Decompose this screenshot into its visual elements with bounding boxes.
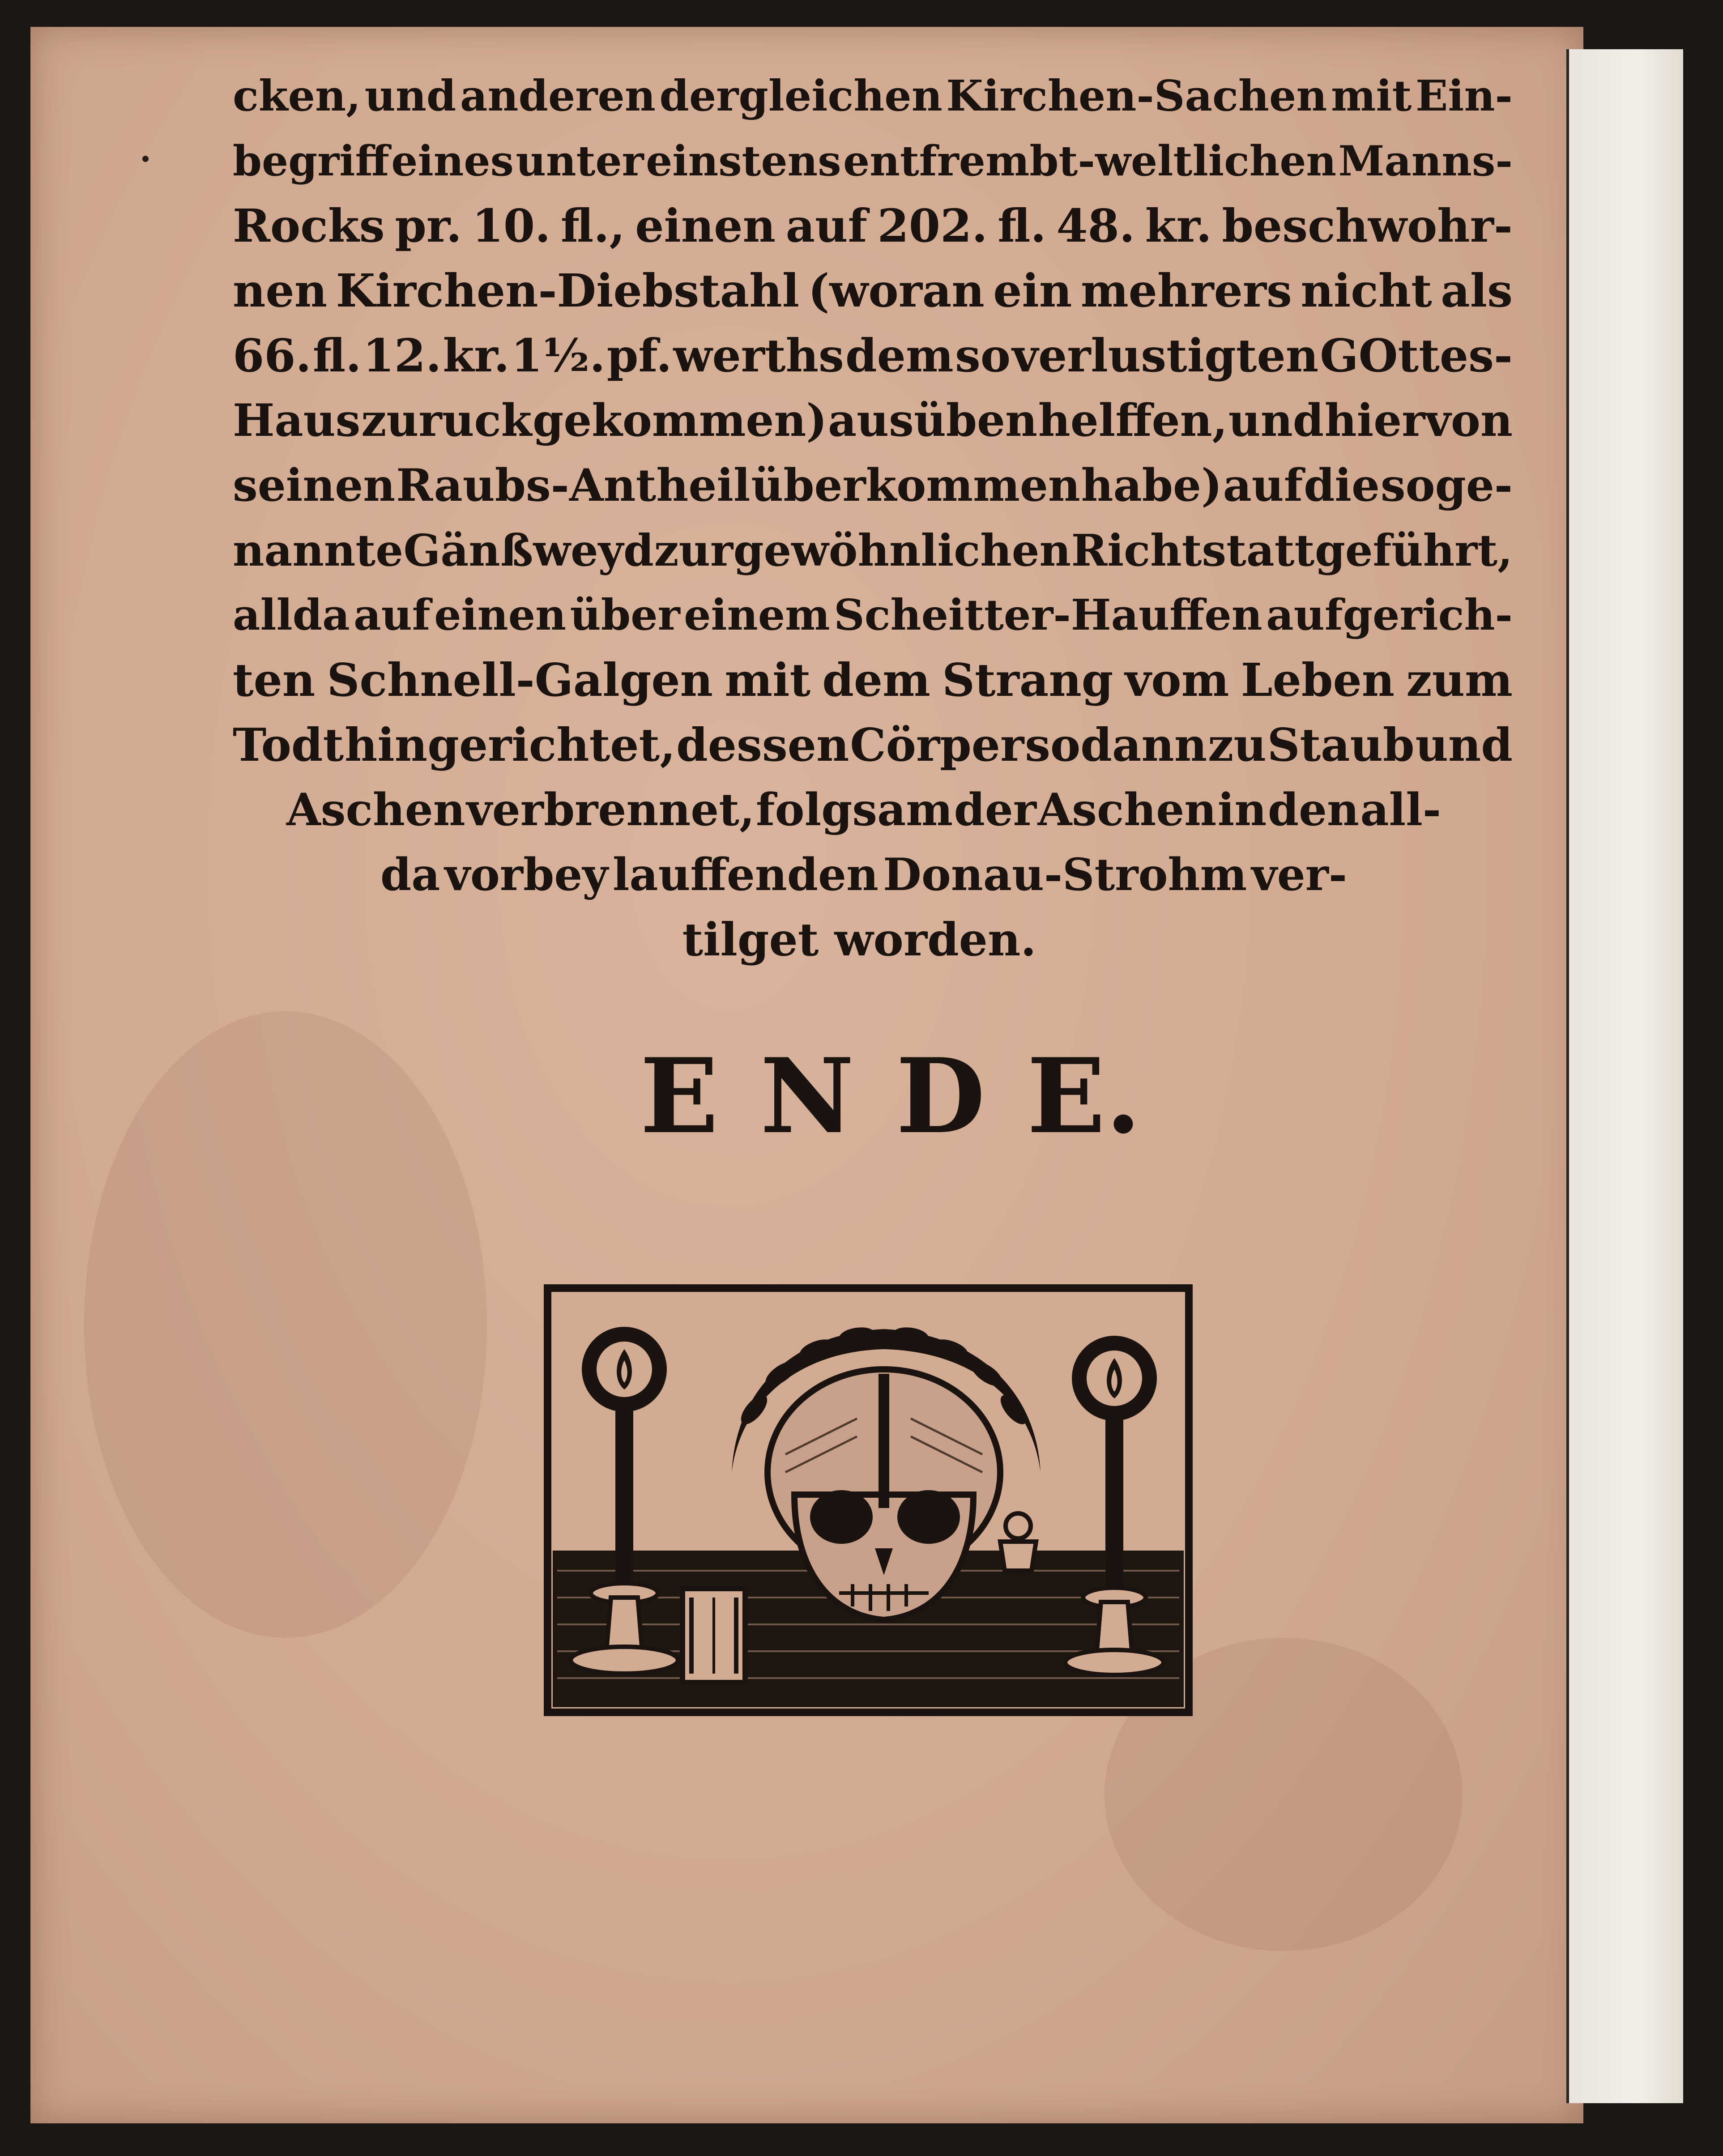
word: einen	[434, 590, 567, 640]
word: dergleichen	[659, 71, 943, 121]
word: Kirchen-Diebstahl	[336, 264, 800, 317]
word: 66.	[233, 329, 311, 382]
word: einstens	[646, 136, 841, 185]
word: geführt,	[1314, 525, 1513, 576]
word: einen	[635, 199, 776, 252]
word: helffen,	[1038, 395, 1228, 447]
small-vessel	[1000, 1513, 1036, 1571]
word: Kirchen-Sachen	[946, 71, 1327, 121]
word: zur	[654, 525, 734, 576]
text-line	[380, 844, 1347, 906]
text-line	[233, 130, 1513, 192]
word: Haus	[233, 395, 361, 447]
word: beschwohr-	[1222, 199, 1513, 252]
word: werths	[673, 329, 844, 382]
word: dem	[822, 653, 930, 707]
word: verlustigten	[1012, 329, 1319, 382]
word: Todt	[233, 718, 344, 771]
word: Cörper	[850, 718, 1024, 771]
word: Richtstatt	[1071, 525, 1315, 576]
word: Rocks	[233, 199, 385, 252]
word: begriff	[233, 136, 389, 185]
word: verbrennet,	[466, 784, 755, 836]
word: hingerichtet,	[345, 718, 676, 771]
word: und	[364, 71, 456, 121]
word: die	[1304, 460, 1380, 511]
word: überkommen	[751, 460, 1080, 511]
word: ein	[993, 264, 1072, 317]
word: pr.	[395, 199, 462, 252]
word: auf	[1223, 460, 1303, 511]
text-line	[233, 389, 1513, 452]
word: Schnell-Galgen	[327, 653, 713, 707]
body-text	[0, 0, 1723, 984]
word: 10.	[472, 199, 551, 252]
word: Ein-	[1415, 71, 1513, 121]
word: einem	[684, 590, 830, 640]
word: zum	[1406, 653, 1513, 707]
word: vom	[1125, 653, 1229, 707]
word: Gänßweyd	[403, 525, 654, 576]
word: den	[1267, 784, 1359, 836]
word: kr.	[443, 329, 510, 382]
word: pf.	[606, 329, 672, 382]
word: mehrers	[1080, 264, 1292, 317]
text-line	[233, 454, 1513, 517]
word: ten	[233, 653, 316, 707]
word: hiervon	[1324, 395, 1513, 447]
word: sodann	[1025, 718, 1207, 771]
text-line	[233, 260, 1513, 322]
word: 12.	[363, 329, 442, 382]
word: auf	[785, 199, 867, 252]
text-line	[233, 714, 1513, 776]
text-line	[233, 195, 1513, 257]
word: soge-	[1380, 460, 1513, 511]
word: 1½.	[511, 329, 606, 382]
word: fl.,	[560, 199, 625, 252]
word: eines	[391, 136, 514, 185]
word: Staub	[1267, 718, 1415, 771]
word: (woran	[808, 264, 985, 317]
word: Strang	[942, 653, 1113, 707]
word: seinen	[233, 460, 396, 511]
word: Raubs-Antheil	[396, 460, 751, 511]
word: als	[1441, 264, 1513, 317]
word: so	[955, 329, 1011, 382]
word: all-	[1360, 784, 1441, 836]
word: unter	[516, 136, 644, 185]
word: in	[1217, 784, 1267, 836]
word: auf	[354, 590, 431, 640]
word: Aschen	[286, 784, 465, 836]
word: nicht	[1301, 264, 1432, 317]
word: 202.	[877, 199, 988, 252]
word: Donau-Strohm	[883, 849, 1247, 901]
word: anderen	[460, 71, 656, 121]
ende-letter: D	[896, 1036, 985, 1157]
word: lauffenden	[612, 849, 879, 901]
word: folgsam	[755, 784, 953, 836]
word: ausüben	[827, 395, 1038, 447]
memento-mori-woodcut	[544, 1284, 1193, 1716]
word: zuruck	[361, 395, 532, 447]
word: cken,	[233, 71, 361, 121]
word: vorbey	[444, 849, 608, 901]
word: Aschen	[1037, 784, 1217, 836]
hourglass	[682, 1589, 745, 1683]
word: mit	[725, 653, 811, 707]
text-line	[233, 65, 1513, 128]
word: gekommen)	[533, 395, 827, 447]
word: der	[954, 784, 1036, 836]
word: nen	[233, 264, 328, 317]
text-line	[286, 779, 1441, 841]
word: Manns-	[1338, 136, 1513, 185]
ende-letter: E.	[1027, 1036, 1141, 1157]
ende-letter: N	[760, 1036, 854, 1157]
word: zu	[1208, 718, 1267, 771]
word: mit	[1331, 71, 1412, 121]
word: dem	[845, 329, 954, 382]
word: Scheitter-Hauffen	[834, 590, 1262, 640]
word: und	[1415, 718, 1513, 771]
word: fl.	[998, 199, 1046, 252]
text-line	[233, 519, 1513, 582]
word: entfrembt-weltlichen	[843, 136, 1337, 185]
word: Leben	[1241, 653, 1395, 707]
word: habe)	[1081, 460, 1222, 511]
word: über	[570, 590, 680, 640]
word: da	[380, 849, 440, 901]
paper-stain	[84, 1011, 487, 1638]
word: nannte	[233, 525, 403, 576]
word: allda	[233, 590, 350, 640]
word: aufgerich-	[1266, 590, 1513, 640]
text-line	[233, 649, 1513, 712]
word: 48.	[1056, 199, 1135, 252]
word: ver-	[1251, 849, 1347, 901]
word: kr.	[1145, 199, 1212, 252]
text-line	[635, 908, 1083, 971]
word: dessen	[676, 718, 849, 771]
word: gewöhnlichen	[733, 525, 1071, 576]
word: und	[1228, 395, 1324, 447]
word: GOttes-	[1320, 329, 1513, 382]
word: fl.	[312, 329, 362, 382]
line-text: tilget worden.	[682, 913, 1036, 966]
text-line	[233, 324, 1513, 387]
text-line	[233, 584, 1513, 647]
ende-letter: E	[640, 1036, 719, 1157]
ende-heading	[640, 1038, 1141, 1155]
